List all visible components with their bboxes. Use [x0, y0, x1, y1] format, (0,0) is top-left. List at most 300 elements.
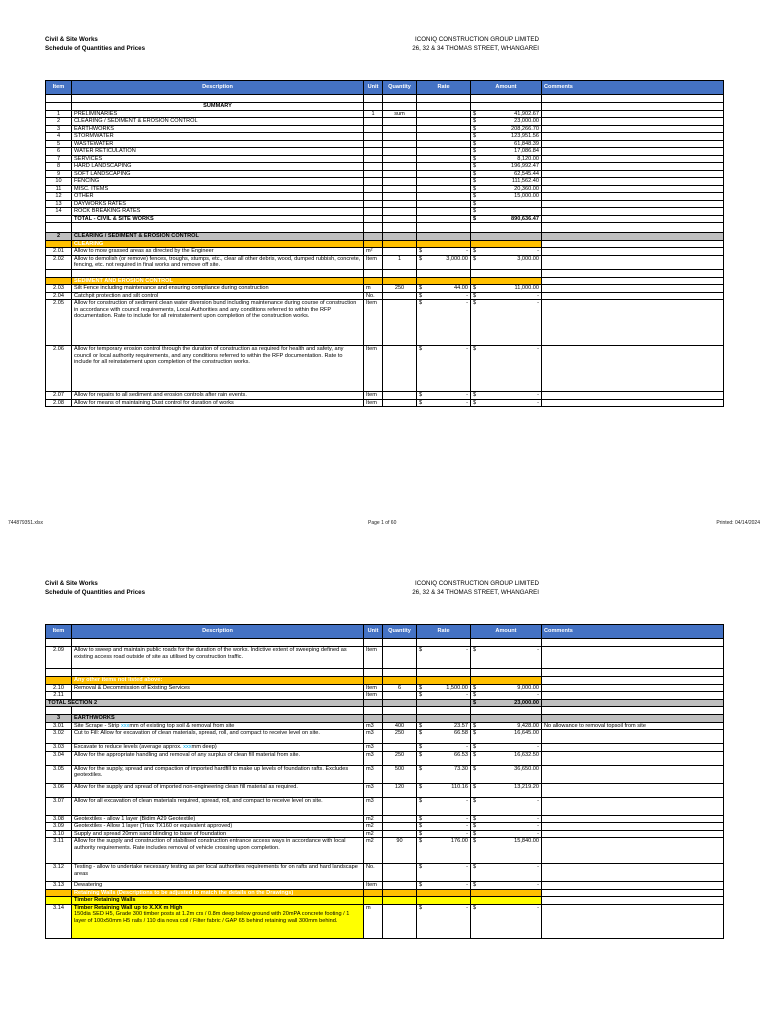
summary-rate	[417, 200, 471, 208]
item-rate	[417, 399, 471, 407]
summary-total-label: TOTAL - CIVIL & SITE WORKS	[72, 215, 364, 223]
summary-item: 5	[46, 140, 72, 148]
summary-comment	[542, 200, 724, 208]
currency-symbol: $	[473, 815, 477, 822]
summary-item: 10	[46, 178, 72, 186]
item-number: 2.06	[46, 346, 72, 392]
currency-symbol: $	[419, 730, 423, 736]
item-unit: m3	[364, 797, 383, 815]
table-row	[46, 744, 724, 752]
currency-symbol: $	[419, 392, 423, 398]
item-rate	[417, 864, 471, 882]
item-amount	[471, 399, 542, 407]
item-rate-value: -	[466, 882, 468, 888]
item-comment	[542, 797, 724, 815]
item-number: 3.06	[46, 783, 72, 797]
summary-description: STORMWATER	[72, 133, 364, 141]
item-description: Excavate to reduce levels (average approx. xxxmm deep)	[72, 744, 364, 752]
page-2	[0, 544, 768, 1024]
item-rate-value: 110.16	[451, 783, 468, 790]
header-subtitle: Schedule of Quantities and Prices	[45, 589, 146, 596]
summary-row	[46, 185, 724, 193]
summary-description: FENCING	[72, 178, 364, 186]
item-number: 3.02	[46, 730, 72, 744]
item-description: Cut to Fill: Allow for excavation of clean materials, spread, roll, and compact to receive level on site.	[72, 730, 364, 744]
item-rate	[417, 838, 471, 864]
summary-qty	[383, 155, 417, 163]
item-rate-value: -	[466, 300, 468, 306]
item-number: 3.03	[46, 744, 72, 752]
item-comment	[542, 255, 724, 269]
summary-amount-value: 123,951.56	[511, 133, 539, 139]
currency-symbol: $	[419, 300, 423, 306]
item-comment	[542, 684, 724, 692]
currency-symbol: $	[473, 882, 477, 888]
currency-symbol: $	[419, 830, 423, 837]
currency-symbol: $	[473, 155, 477, 162]
summary-unit	[364, 163, 383, 171]
summary-amount-value: 8,120.00	[517, 155, 539, 162]
section-title: EARTHWORKS	[72, 715, 364, 723]
summary-item: 11	[46, 185, 72, 193]
summary-amount	[471, 163, 542, 171]
table-row	[46, 255, 724, 269]
item-unit: m²	[364, 248, 383, 256]
summary-amount	[471, 185, 542, 193]
item-number: 2.10	[46, 684, 72, 692]
item-amount	[471, 692, 542, 700]
section-title: CLEARING / SEDIMENT & EROSION CONTROL	[72, 233, 364, 241]
item-rate-value: -	[466, 830, 468, 837]
item-amount-value: -	[537, 830, 539, 837]
item-quantity: 6	[383, 684, 417, 692]
item-rate-value: -	[466, 392, 468, 398]
item-amount	[471, 722, 542, 730]
summary-unit	[364, 133, 383, 141]
summary-item: 8	[46, 163, 72, 171]
summary-unit: 1	[364, 110, 383, 118]
currency-symbol: $	[473, 838, 477, 844]
summary-row	[46, 118, 724, 126]
section-total-amount	[471, 699, 542, 707]
summary-amount	[471, 118, 542, 126]
summary-rate	[417, 148, 471, 156]
item-rate-value: -	[466, 248, 468, 254]
item-amount-value: 3,000.00	[517, 255, 539, 262]
subsection-row	[46, 889, 724, 897]
table-row	[46, 815, 724, 823]
currency-symbol: $	[473, 185, 477, 192]
item-amount	[471, 730, 542, 744]
currency-symbol: $	[419, 838, 423, 844]
item-comment	[542, 248, 724, 256]
item-quantity: 400	[383, 722, 417, 730]
summary-comment	[542, 110, 724, 118]
item-amount-value: -	[537, 647, 539, 653]
currency-symbol: $	[473, 722, 477, 729]
summary-comment	[542, 208, 724, 216]
item-number: 3.07	[46, 797, 72, 815]
item-amount-value: 11,000.00	[514, 285, 539, 291]
currency-symbol: $	[473, 148, 477, 154]
item-rate-value: -	[466, 292, 468, 299]
currency-symbol: $	[419, 285, 423, 291]
item-quantity	[383, 744, 417, 752]
summary-qty	[383, 125, 417, 133]
company-name: ICONIQ CONSTRUCTION GROUP LIMITED	[415, 36, 539, 43]
table-row	[46, 838, 724, 864]
summary-unit	[364, 155, 383, 163]
item-quantity	[383, 300, 417, 346]
item-rate-value: -	[466, 692, 468, 698]
summary-row	[46, 163, 724, 171]
item-amount-value: -	[537, 248, 539, 254]
summary-unit	[364, 178, 383, 186]
summary-qty	[383, 140, 417, 148]
item-rate-value: -	[466, 904, 468, 911]
currency-symbol: $	[473, 125, 477, 132]
item-quantity: 500	[383, 765, 417, 783]
summary-item: 13	[46, 200, 72, 208]
summary-description: EARTHWORKS	[72, 125, 364, 133]
item-unit: Item	[364, 692, 383, 700]
table-row	[46, 300, 724, 346]
subsection-row	[46, 897, 724, 905]
table-row	[46, 684, 724, 692]
summary-item: 3	[46, 125, 72, 133]
summary-amount-value: 17,086.84	[514, 148, 539, 154]
item-amount	[471, 248, 542, 256]
item-rate	[417, 684, 471, 692]
summary-amount-value: 61,848.39	[514, 140, 539, 147]
item-description: Silt Fence including maintenance and ensuring compliance during construction	[72, 285, 364, 293]
item-comment	[542, 783, 724, 797]
summary-comment	[542, 140, 724, 148]
currency-symbol: $	[473, 692, 477, 698]
item-rate	[417, 815, 471, 823]
subsection-title: Timber Retaining Walls	[72, 897, 364, 905]
item-description: Allow for construction of sediment clean water diversion bund including maintenance during course of construction in accordance with council requirements, Local Authorities and any conditions referred to within the RFP documentation. Rate to include for all reinstatement upon completion of the construction works.	[72, 300, 364, 346]
summary-total-amount-value: 890,636.47	[511, 215, 539, 222]
currency-symbol: $	[419, 751, 423, 758]
currency-symbol: $	[473, 163, 477, 169]
table-row	[46, 823, 724, 831]
item-number: 3.13	[46, 882, 72, 890]
item-quantity: 250	[383, 285, 417, 293]
summary-row	[46, 125, 724, 133]
item-rate	[417, 765, 471, 783]
item-unit: m	[364, 285, 383, 293]
item-comment	[542, 346, 724, 392]
item-comment	[542, 864, 724, 882]
currency-symbol: $	[473, 797, 477, 804]
summary-unit	[364, 200, 383, 208]
item-comment	[542, 830, 724, 838]
item-unit: Item	[364, 399, 383, 407]
section-total-label: TOTAL SECTION 2	[46, 699, 364, 707]
item-amount	[471, 838, 542, 864]
currency-symbol: $	[419, 399, 423, 406]
summary-amount-value: 15,000.00	[514, 193, 539, 199]
column-header-row	[46, 625, 724, 639]
summary-rate	[417, 155, 471, 163]
item-number: 3.09	[46, 823, 72, 831]
currency-symbol: $	[473, 285, 477, 291]
item-comment	[542, 300, 724, 346]
item-rate-value: 66.58	[454, 730, 468, 736]
item-number: 2.09	[46, 647, 72, 669]
section-number: 3	[46, 715, 72, 723]
item-rate	[417, 255, 471, 269]
summary-row	[46, 170, 724, 178]
table-row	[46, 730, 724, 744]
item-number: 3.11	[46, 838, 72, 864]
item-rate	[417, 744, 471, 752]
item-amount-value: -	[537, 744, 539, 750]
currency-symbol: $	[419, 292, 423, 299]
table-row	[46, 292, 724, 300]
item-amount	[471, 751, 542, 765]
item-quantity	[383, 399, 417, 407]
summary-row	[46, 133, 724, 141]
item-unit: No.	[364, 864, 383, 882]
currency-symbol: $	[473, 248, 477, 254]
summary-comment	[542, 155, 724, 163]
summary-unit	[364, 193, 383, 201]
item-number: 2.08	[46, 399, 72, 407]
item-amount-value: -	[537, 292, 539, 299]
summary-amount-value: 20,360.00	[514, 185, 539, 192]
table-row	[46, 285, 724, 293]
item-amount-value: 36,650.00	[514, 765, 539, 772]
item-rate	[417, 248, 471, 256]
subsection-title: SEDIMENT AND EROSION CONTROL	[72, 277, 364, 285]
item-amount	[471, 904, 542, 938]
item-amount-value: 16,632.50	[514, 751, 539, 758]
currency-symbol: $	[473, 346, 477, 352]
item-unit: Item	[364, 392, 383, 400]
table-row	[46, 904, 724, 938]
item-comment	[542, 751, 724, 765]
summary-amount-value: 41,902.67	[514, 110, 539, 117]
item-title: Timber Retaining Wall up to X.XX m High	[74, 904, 183, 911]
item-unit: Item	[364, 882, 383, 890]
item-rate	[417, 730, 471, 744]
currency-symbol: $	[473, 110, 477, 117]
summary-qty	[383, 193, 417, 201]
summary-qty	[383, 148, 417, 156]
summary-total-row	[46, 215, 724, 223]
summary-amount-value: 208,266.70	[511, 125, 539, 132]
item-rate	[417, 285, 471, 293]
item-number: 2.11	[46, 692, 72, 700]
item-rate-value: -	[466, 864, 468, 870]
currency-symbol: $	[419, 248, 423, 254]
item-amount	[471, 765, 542, 783]
currency-symbol: $	[419, 823, 423, 829]
col-amount: Amount	[471, 81, 542, 95]
currency-symbol: $	[419, 722, 423, 729]
item-number: 3.14	[46, 904, 72, 938]
summary-unit	[364, 170, 383, 178]
item-quantity	[383, 692, 417, 700]
item-rate-value: 66.53	[454, 751, 468, 758]
item-rate	[417, 904, 471, 938]
item-rate	[417, 823, 471, 831]
item-amount	[471, 684, 542, 692]
currency-symbol: $	[473, 647, 477, 653]
currency-symbol: $	[473, 823, 477, 829]
footer-file: 744879351.xlsx	[8, 520, 44, 526]
item-number: 3.01	[46, 722, 72, 730]
item-description: Allow for means of maintaining Dust control for duration of works	[72, 399, 364, 407]
page-footer	[0, 520, 768, 530]
item-rate-value: -	[466, 346, 468, 352]
summary-item: 4	[46, 133, 72, 141]
currency-symbol: $	[419, 783, 423, 790]
item-description: Allow to sweep and maintain public roads for the duration of the works. Indictive extent of sweeping defined as existing access road outside of site as utilised by construction traffic.	[72, 647, 364, 669]
item-description: Testing - allow to undertake necessary testing as per local authorities requirements for on rafts and hard landscape areas	[72, 864, 364, 882]
item-unit: m3	[364, 722, 383, 730]
item-description: Allow for the supply and construction of stabilised construction entrance access ways in accordance with local authority requirements. Rate includes removal of vehicle crossing upon completion.	[72, 838, 364, 864]
summary-qty	[383, 170, 417, 178]
summary-description: HARD LANDSCAPING	[72, 163, 364, 171]
column-header-row	[46, 81, 724, 95]
summary-unit	[364, 118, 383, 126]
summary-rate	[417, 208, 471, 216]
item-rate	[417, 300, 471, 346]
summary-rate	[417, 140, 471, 148]
item-quantity	[383, 797, 417, 815]
summary-amount-value: 23,000.00	[514, 118, 539, 124]
item-unit: No.	[364, 292, 383, 300]
item-description: Catchpit protection and silt control	[72, 292, 364, 300]
item-rate	[417, 647, 471, 669]
item-amount	[471, 292, 542, 300]
item-amount-value: 15,840.00	[514, 838, 539, 844]
summary-amount	[471, 155, 542, 163]
summary-amount	[471, 170, 542, 178]
summary-item: 6	[46, 148, 72, 156]
item-amount	[471, 830, 542, 838]
item-number: 3.12	[46, 864, 72, 882]
section-total-row	[46, 699, 724, 707]
item-rate-value: -	[466, 823, 468, 829]
item-rate-value: -	[466, 399, 468, 406]
placeholder-text: xxx	[183, 744, 192, 750]
item-number: 3.10	[46, 830, 72, 838]
item-description: Allow for repairs to all sediment and erosion controls after rain events.	[72, 392, 364, 400]
section-number: 2	[46, 233, 72, 241]
summary-description: PRELIMINARIES	[72, 110, 364, 118]
item-rate	[417, 882, 471, 890]
summary-item: 14	[46, 208, 72, 216]
item-description: Dewatering	[72, 882, 364, 890]
item-amount-value: -	[537, 815, 539, 822]
summary-unit	[364, 140, 383, 148]
item-amount	[471, 346, 542, 392]
item-quantity	[383, 392, 417, 400]
item-amount	[471, 815, 542, 823]
item-description: Allow to mow grassed areas as directed by the Engineer	[72, 248, 364, 256]
col-item: Item	[46, 625, 72, 639]
section-total-amount-value: 23,000.00	[514, 699, 539, 706]
col-comments: Comments	[542, 81, 724, 95]
item-description: Allow for the appropriate handling and removal of any surplus of clean fill material from site.	[72, 751, 364, 765]
summary-comment	[542, 170, 724, 178]
currency-symbol: $	[473, 904, 477, 911]
summary-comment	[542, 163, 724, 171]
item-unit: m3	[364, 751, 383, 765]
header-subtitle: Schedule of Quantities and Prices	[45, 45, 146, 52]
item-comment	[542, 823, 724, 831]
currency-symbol: $	[473, 292, 477, 299]
header-right	[412, 35, 539, 53]
footer-page: Page 1 of 60	[368, 520, 397, 526]
summary-row	[46, 148, 724, 156]
item-comment	[542, 882, 724, 890]
item-rate	[417, 783, 471, 797]
item-unit: Item	[364, 684, 383, 692]
table-row	[46, 882, 724, 890]
summary-comment	[542, 193, 724, 201]
item-amount	[471, 285, 542, 293]
summary-comment	[542, 178, 724, 186]
item-rate-value: -	[466, 815, 468, 822]
item-unit: m3	[364, 765, 383, 783]
summary-comment	[542, 185, 724, 193]
item-amount	[471, 744, 542, 752]
table-row	[46, 647, 724, 669]
summary-item: 7	[46, 155, 72, 163]
item-unit: m2	[364, 830, 383, 838]
table-row	[46, 722, 724, 730]
item-unit: m3	[364, 730, 383, 744]
item-unit: m2	[364, 838, 383, 864]
item-rate-value: 44.00	[454, 285, 468, 291]
currency-symbol: $	[473, 684, 477, 691]
summary-description: CLEARING / SEDIMENT & EROSION CONTROL	[72, 118, 364, 126]
item-quantity: 250	[383, 751, 417, 765]
company-address: 26, 32 & 34 THOMAS STREET, WHANGAREI	[412, 589, 539, 596]
col-description: Description	[72, 81, 364, 95]
currency-symbol: $	[419, 815, 423, 822]
item-unit: m	[364, 904, 383, 938]
item-number: 3.08	[46, 815, 72, 823]
item-rate-value: 3,000.00	[446, 255, 468, 262]
item-number: 2.03	[46, 285, 72, 293]
summary-rate	[417, 185, 471, 193]
summary-item: 9	[46, 170, 72, 178]
item-rate	[417, 751, 471, 765]
summary-rate	[417, 133, 471, 141]
item-rate-value: -	[466, 647, 468, 653]
item-rate	[417, 830, 471, 838]
item-amount-value: 16,645.00	[514, 730, 539, 736]
table-row	[46, 830, 724, 838]
item-amount	[471, 823, 542, 831]
item-quantity	[383, 292, 417, 300]
currency-symbol: $	[473, 178, 477, 184]
item-quantity	[383, 248, 417, 256]
item-amount	[471, 882, 542, 890]
currency-symbol: $	[419, 904, 423, 911]
item-amount-value: 13,219.20	[514, 783, 539, 790]
item-quantity: 1	[383, 255, 417, 269]
subsection-title: CLEARING	[72, 240, 364, 248]
header-title: Civil & Site Works	[45, 36, 98, 43]
summary-row	[46, 178, 724, 186]
